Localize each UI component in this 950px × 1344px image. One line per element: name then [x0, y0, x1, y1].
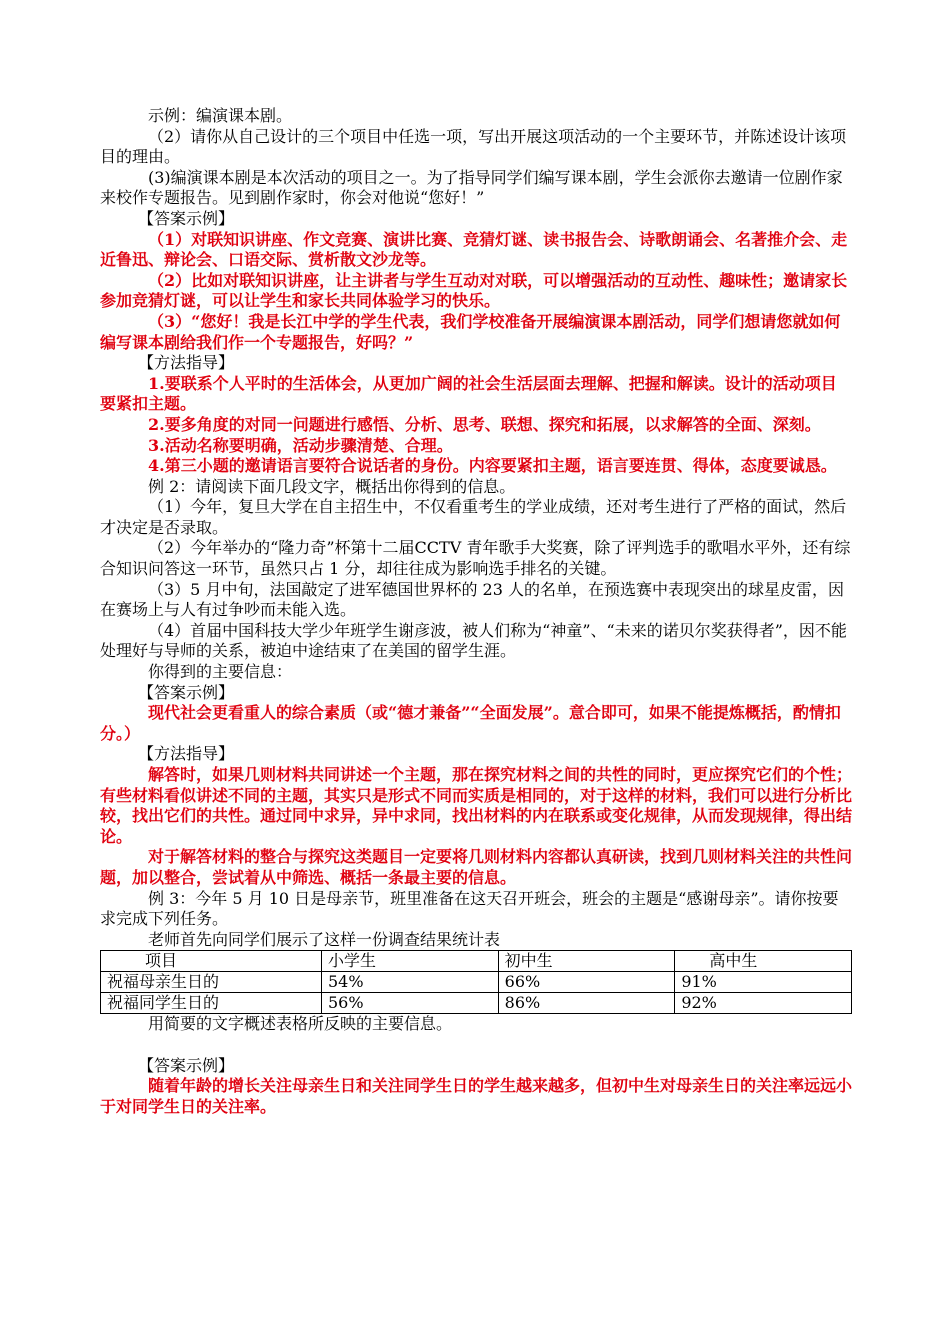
- table-cell: 56%: [322, 993, 499, 1014]
- example2-question: 你得到的主要信息：: [148, 662, 293, 682]
- table-header-cell: 小学生: [322, 951, 499, 972]
- example3-question: 用简要的文字概述表格所反映的主要信息。: [148, 1014, 453, 1034]
- example2-item-1: （1）今年，复旦大学在自主招生中，不仅看重考生的学业成绩，还对考生进行了严格的面试，然后才决定是否录取。: [100, 497, 847, 537]
- example2-answer-heading: 【答案示例】: [138, 682, 235, 702]
- example2-prompt: 例 2：请阅读下面几段文字，概括出你得到的信息。: [148, 476, 516, 496]
- table-row: [101, 993, 852, 1014]
- answer-3: （3）“您好！我是长江中学的学生代表，我们学校准备开展编演课本剧活动，同学们想请您就如何编写课本剧给我们作一个专题报告，好吗？”: [100, 311, 841, 352]
- table-cell: 91%: [675, 972, 852, 993]
- method-2: 2.要多角度的对同一问题进行感悟、分析、思考、联想、探究和拓展，以求解答的全面、深刻。: [148, 414, 821, 434]
- table-row: [101, 972, 852, 993]
- question-2: （2）请你从自己设计的三个项目中任选一项，写出开展这项活动的一个主要环节，并陈述设计该项目的理由。: [100, 126, 847, 167]
- table-cell: 66%: [498, 972, 675, 993]
- example2-item-3: （3）5 月中旬，法国敲定了进军德国世界杯的 23 人的名单，在预选赛中表现突出的球星皮雷，因在赛场上与人有过争吵而未能入选。: [100, 579, 844, 620]
- sample-line: 示例：编演课本剧。: [148, 106, 293, 125]
- table-header-cell: 高中生: [675, 951, 852, 972]
- example2-item-2: （2）今年举办的“隆力奇”杯第十二届CCTV 青年歌手大奖赛，除了评判选手的歌唱水平外，还有综合知识问答这一环节，虽然只占 1 分，却往往成为影响选手排名的关键。: [100, 538, 851, 579]
- example3-table-intro: 老师首先向同学们展示了这样一份调查结果统计表: [148, 929, 501, 949]
- document-page: [100, 106, 852, 1117]
- table-cell: 祝福母亲生日的: [101, 972, 322, 993]
- example3-answer-heading: 【答案示例】: [138, 1055, 235, 1075]
- example2-method-heading: 【方法指导】: [138, 744, 235, 764]
- example2-item-4: （4）首届中国科技大学少年班学生谢彦波，被人们称为“神童”、“未来的诺贝尔奖获得者”，因不能处理好与导师的关系，被迫中途结束了在美国的留学生涯。: [100, 620, 847, 661]
- table-cell: 54%: [322, 972, 499, 993]
- method-1: 1.要联系个人平时的生活体会，从更加广阔的社会生活层面去理解、把握和解读。设计的活动项目要紧扣主题。: [100, 373, 837, 414]
- spacer: [100, 1035, 852, 1056]
- example2-answer: 现代社会更看重人的综合素质（或“德才兼备”“全面发展”。意合即可，如果不能提炼概括，酌情扣分。）: [100, 703, 841, 743]
- method-3: 3.活动名称要明确，活动步骤清楚、合理。: [148, 435, 453, 455]
- table-cell: 86%: [498, 993, 675, 1014]
- example3-answer: 随着年龄的增长关注母亲生日和关注同学生日的学生越来越多，但初中生对母亲生日的关注率远远小于对同学生日的关注率。: [100, 1076, 853, 1116]
- table-header-row: [101, 951, 852, 972]
- answer-2: （2）比如对联知识讲座，让主讲者与学生互动对对联，可以增强活动的互动性、趣味性；邀请家长参加竞猜灯谜，可以让学生和家长共同体验学习的快乐。: [100, 270, 848, 311]
- example3-prompt: 例 3：今年 5 月 10 日是母亲节，班里准备在这天召开班会，班会的主题是“感谢母亲”。请你按要求完成下列任务。: [100, 888, 839, 929]
- question-3: (3)编演课本剧是本次活动的项目之一。为了指导同学们编写课本剧，学生会派你去邀请一位剧作家来校作专题报告。见到剧作家时，你会对他说“您好！”: [100, 167, 843, 208]
- survey-table: [100, 950, 852, 1014]
- example2-method-2: 对于解答材料的整合与探究这类题目一定要将几则材料内容都认真研读，找到几则材料关注的共性问题，加以整合，尝试着从中筛选、概括一条最主要的信息。: [100, 847, 853, 887]
- table-header-cell: 项目: [101, 951, 322, 972]
- method-heading: 【方法指导】: [138, 353, 235, 373]
- answer-1: （1）对联知识讲座、作文竞赛、演讲比赛、竞猜灯谜、读书报告会、诗歌朗诵会、名著推介会、走近鲁迅、辩论会、口语交际、赏析散文沙龙等。: [100, 229, 848, 270]
- table-header-cell: 初中生: [498, 951, 675, 972]
- table-cell: 92%: [675, 993, 852, 1014]
- table-cell: 祝福同学生日的: [101, 993, 322, 1014]
- example2-method-1: 解答时，如果几则材料共同讲述一个主题，那在探究材料之间的共性的同时，更应探究它们的个性；有些材料看似讲述不同的主题，其实只是形式不同而实质是相同的，对于这样的材料，我们可以进行分析比较，找出它们的共性。通过同中求异，异中求同，找出材料的内在联系或变化规律，从而发现规律，得出结论。: [100, 765, 853, 846]
- answer-heading: 【答案示例】: [138, 208, 235, 228]
- method-4: 4.第三小题的邀请语言要符合说话者的身份。内容要紧扣主题，语言要连贯、得体，态度要诚恳。: [148, 456, 837, 476]
